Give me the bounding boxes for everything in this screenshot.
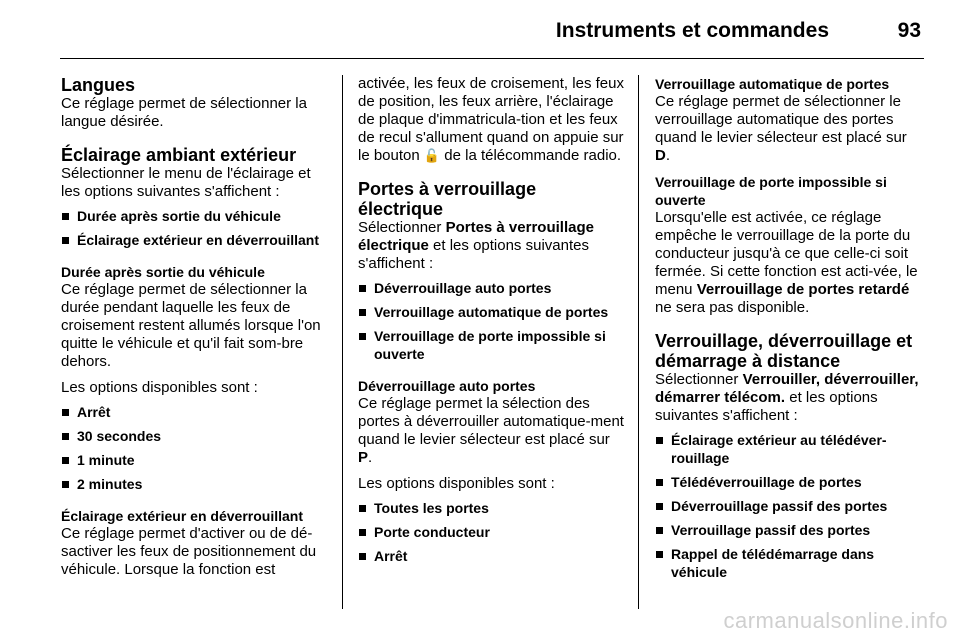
bullet-icon	[656, 479, 663, 486]
paragraph: Sélectionner Portes à verrouillage électrique et les options suivantes s'affichent :	[358, 219, 594, 272]
list-item: Arrêt	[358, 547, 624, 565]
paragraph: Sélectionner le menu de l'éclairage et les options suivantes s'affichent :	[61, 165, 311, 200]
bullet-icon	[359, 529, 366, 536]
bullet-icon	[359, 553, 366, 560]
paragraph: Ce réglage permet de sélectionner le verrouillage automatique des portes quand le levier sélecteur est placé sur D.	[655, 93, 907, 164]
heading-portes: Portes à verrouillage électrique	[358, 179, 537, 219]
list-item: 2 minutes	[61, 475, 326, 493]
list-item: Éclairage extérieur au télédéver-rouillage	[655, 431, 923, 467]
heading-verr-demarrage: Verrouillage, déverrouillage et démarrage à distance	[655, 331, 913, 371]
page-title: Instruments et commandes	[555, 19, 829, 42]
subheading-duree: Durée après sortie du véhicule	[61, 264, 265, 280]
paragraph: Sélectionner Verrouiller, déverrouiller, démarrer télécom. et les options suivantes s'affichent :	[655, 371, 919, 424]
bullet-icon	[656, 503, 663, 510]
bullet-icon	[62, 481, 69, 488]
option-list	[61, 207, 326, 249]
heading-langues: Langues	[61, 75, 136, 95]
bullet-icon	[62, 457, 69, 464]
unlock-icon: 🔓	[423, 148, 441, 163]
list-item: Déverrouillage passif des portes	[655, 497, 923, 515]
page-header	[60, 0, 924, 59]
bullet-icon	[359, 505, 366, 512]
list-item: Éclairage extérieur en déverrouillant	[61, 231, 326, 249]
paragraph: Ce réglage permet la sélection des portes à déverrouiller automatique-ment quand le levier sélecteur est placé sur P.	[358, 395, 624, 466]
bullet-icon	[359, 333, 366, 340]
bullet-icon	[656, 527, 663, 534]
list-item: Rappel de télédémarrage dans véhicule	[655, 545, 923, 581]
list-item: Déverrouillage auto portes	[358, 279, 624, 297]
list-item: Arrêt	[61, 403, 326, 421]
subheading-verr-auto: Verrouillage automatique de portes	[655, 76, 890, 92]
column-divider	[342, 75, 343, 609]
list-item: 1 minute	[61, 451, 326, 469]
paragraph: Les options disponibles sont :	[61, 379, 258, 396]
paragraph: Ce réglage permet d'activer ou de dé-sactiver les feux de positionnement du véhicule. Lorsque la fonction est	[61, 525, 317, 578]
list-item: Télédéverrouillage de portes	[655, 473, 923, 491]
heading-eclairage-ambiant: Éclairage ambiant extérieur	[61, 145, 297, 165]
subheading-verr-impossible: Verrouillage de porte impossible si ouverte	[655, 174, 887, 208]
bullet-icon	[62, 213, 69, 220]
option-list	[358, 279, 624, 363]
paragraph: activée, les feux de croisement, les feux de position, les feux arrière, l'éclairage de plaque d'immatricula-tion et les feux de recul s'allument quand on appuie sur le bouton 🔓 de la télécommande radio.	[358, 75, 624, 164]
bullet-icon	[62, 237, 69, 244]
option-list	[358, 499, 624, 565]
column-2	[358, 75, 624, 571]
list-item: Porte conducteur	[358, 523, 624, 541]
option-list	[655, 431, 923, 581]
bullet-icon	[656, 437, 663, 444]
paragraph: Ce réglage permet de sélectionner la durée pendant laquelle les feux de croisement restent allumés lorsque l'on quitte le véhicule et qu'il fait som-bre dehors.	[61, 281, 321, 370]
paragraph: Lorsqu'elle est activée, ce réglage empêche le verrouillage de la porte du conducteur jusqu'à ce que celle-ci soit fermée. Si cette fonction est acti-vée, le menu Verrouillage de portes retardé ne sera pas disponible.	[655, 209, 918, 316]
bullet-icon	[656, 551, 663, 558]
subheading-eclairage-dev: Éclairage extérieur en déverrouillant	[61, 508, 303, 524]
list-item: 30 secondes	[61, 427, 326, 445]
watermark: carmanualsonline.info	[723, 608, 948, 633]
bullet-icon	[62, 433, 69, 440]
column-3	[655, 75, 923, 587]
subheading-dev-auto: Déverrouillage auto portes	[358, 378, 536, 394]
paragraph: Ce réglage permet de sélectionner la langue désirée.	[61, 95, 307, 130]
option-list	[61, 403, 326, 493]
list-item: Verrouillage de porte impossible si ouverte	[358, 327, 624, 363]
page-number: 93	[897, 19, 921, 42]
list-item: Verrouillage automatique de portes	[358, 303, 624, 321]
paragraph: Les options disponibles sont :	[358, 475, 555, 492]
column-1	[61, 75, 326, 579]
bullet-icon	[359, 309, 366, 316]
list-item: Durée après sortie du véhicule	[61, 207, 326, 225]
list-item: Verrouillage passif des portes	[655, 521, 923, 539]
column-divider	[638, 75, 639, 609]
bullet-icon	[62, 409, 69, 416]
list-item: Toutes les portes	[358, 499, 624, 517]
bullet-icon	[359, 285, 366, 292]
